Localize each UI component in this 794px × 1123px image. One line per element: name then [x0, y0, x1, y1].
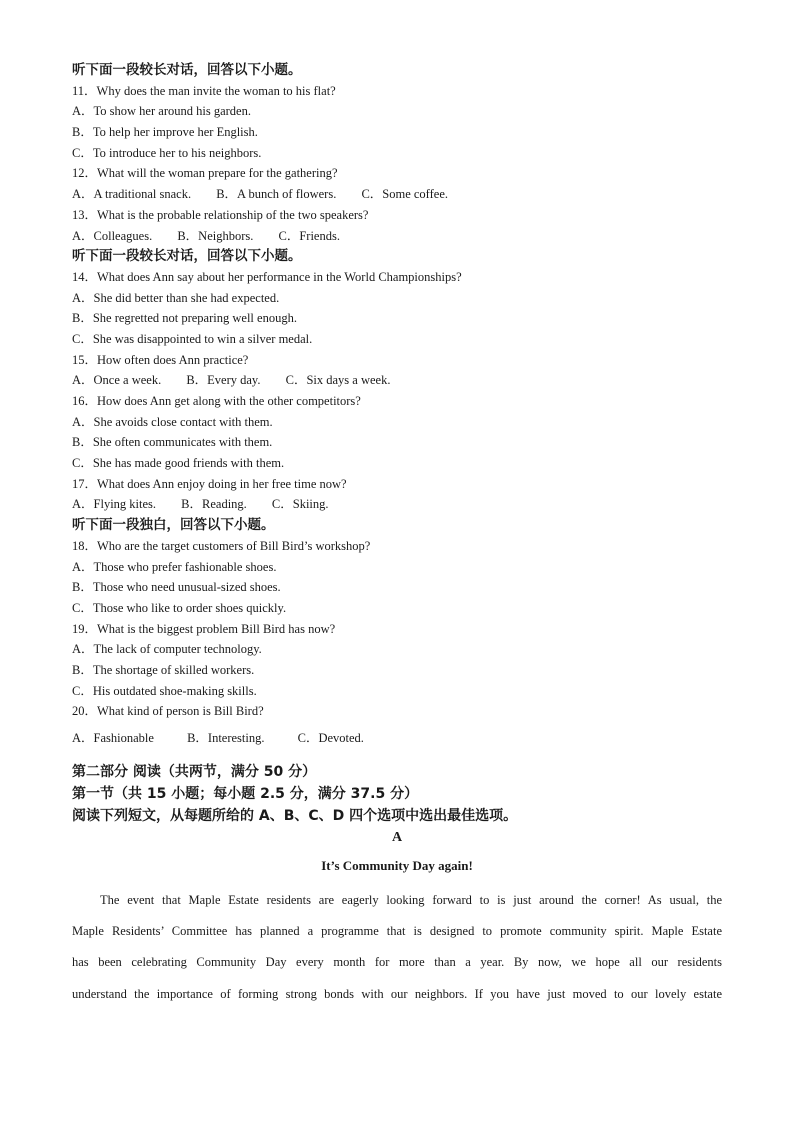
passage-title: It’s Community Day again!	[321, 857, 473, 873]
passage-letter: A	[391, 829, 403, 845]
paragraph-line: has been celebrating Community Day every month for more than a year. By now, we hope all our residents	[72, 955, 722, 970]
option-12c: C．Some coffee.	[361, 187, 449, 202]
option-12b: B．A bunch of flowers.	[216, 187, 337, 202]
option-17a: A．Flying kites.	[72, 497, 157, 512]
question-16: 16．How does Ann get along with the other competitors?	[72, 394, 361, 408]
question-17: 17．What does Ann enjoy doing in her free time now?	[72, 476, 347, 491]
option-13c: C．Friends.	[278, 228, 340, 243]
option-19c: C．His outdated shoe-making skills.	[72, 683, 257, 698]
passage-paragraph	[72, 885, 722, 1010]
option-16a: A．She avoids close contact with them.	[72, 414, 273, 429]
options-15	[72, 370, 722, 391]
question-11: 11．Why does the man invite the woman to his flat?	[72, 83, 336, 98]
section-title: 第一节（共 15 小题；每小题 2.5 分，满分 37.5 分）	[72, 785, 419, 802]
option-17c: C．Skiing.	[271, 497, 329, 512]
options-13	[72, 226, 722, 247]
options-12	[72, 184, 722, 205]
options-17	[72, 494, 722, 515]
option-11a: A．To show her around his garden.	[72, 104, 251, 119]
question-15: 15．How often does Ann practice?	[72, 352, 249, 367]
option-14a: A．She did better than she had expected.	[72, 290, 280, 305]
instruction: 阅读下列短文，从每题所给的 A、B、C、D 四个选项中选出最佳选项。	[72, 807, 518, 824]
option-14b: B．She regretted not preparing well enough.	[72, 311, 297, 326]
option-15c: C．Six days a week.	[285, 373, 391, 388]
option-11c: C．To introduce her to his neighbors.	[72, 145, 262, 160]
option-16c: C．She has made good friends with them.	[72, 456, 285, 471]
paragraph-line: understand the importance of forming strong bonds with our neighbors. If you have just moved to our lovely estate	[72, 986, 722, 1001]
option-20c: C．Devoted.	[297, 731, 364, 745]
options-20	[72, 728, 722, 749]
option-20b: B．Interesting.	[187, 731, 265, 745]
option-11b: B．To help her improve her English.	[72, 125, 258, 140]
option-15a: A．Once a week.	[72, 373, 162, 388]
question-19: 19．What is the biggest problem Bill Bird has now?	[72, 621, 336, 636]
paragraph-line: Maple Residents’ Committee has planned a programme that is designed to promote community spirit. Maple Estate	[72, 923, 722, 938]
question-14: 14．What does Ann say about her performance in the World Championships?	[72, 269, 462, 284]
question-20: 20．What kind of person is Bill Bird?	[72, 704, 264, 719]
option-18b: B．Those who need unusual-sized shoes.	[72, 580, 281, 595]
question-13: 13．What is the probable relationship of the two speakers?	[72, 207, 369, 222]
option-16b: B．She often communicates with them.	[72, 435, 273, 450]
option-15b: B．Every day.	[186, 373, 261, 388]
part-title: 第二部分 阅读（共两节，满分 50 分）	[72, 763, 317, 780]
option-19b: B．The shortage of skilled workers.	[72, 662, 255, 677]
option-13a: A．Colleagues.	[72, 228, 153, 243]
question-18: 18．Who are the target customers of Bill Bird’s workshop?	[72, 538, 371, 553]
option-18a: A．Those who prefer fashionable shoes.	[72, 559, 277, 574]
section-heading: 听下面一段独白，回答以下小题。	[72, 517, 275, 534]
paragraph-line: The event that Maple Estate residents are eagerly looking forward to is just around the corner! As usual, the	[100, 892, 722, 907]
option-13b: B．Neighbors.	[177, 228, 254, 243]
section-heading: 听下面一段较长对话，回答以下小题。	[72, 62, 302, 78]
option-12a: A．A traditional snack.	[72, 187, 192, 202]
section-heading: 听下面一段较长对话，回答以下小题。	[72, 248, 302, 265]
option-20a: A．Fashionable	[72, 731, 154, 745]
question-12: 12．What will the woman prepare for the gathering?	[72, 166, 338, 181]
option-19a: A．The lack of computer technology.	[72, 642, 262, 657]
exam-page	[72, 60, 722, 1010]
option-17b: B．Reading.	[181, 497, 247, 512]
option-14c: C．She was disappointed to win a silver medal.	[72, 331, 313, 346]
option-18c: C．Those who like to order shoes quickly.	[72, 600, 287, 615]
